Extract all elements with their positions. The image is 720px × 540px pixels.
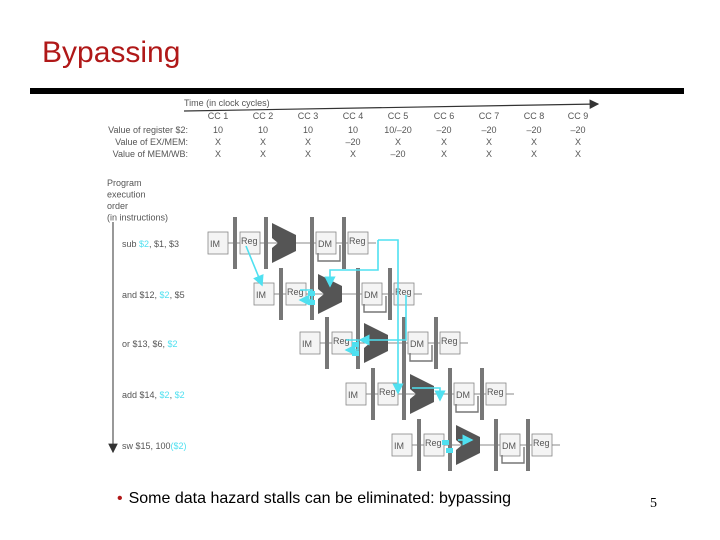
value-cell: –20 <box>481 125 497 135</box>
instruction-label <box>122 339 178 349</box>
register-highlight: $2 <box>174 390 185 400</box>
id-ex-register <box>402 368 406 420</box>
im-label: IM <box>394 441 404 451</box>
reg-label: Reg <box>287 287 304 297</box>
forward-tap <box>308 291 315 296</box>
pipeline-row <box>208 217 376 269</box>
ex-mem-register <box>356 268 360 320</box>
register-highlight: $2 <box>167 339 178 349</box>
dm-label: DM <box>410 339 424 349</box>
value-cell: 10 <box>257 125 269 135</box>
cycle-header: CC 9 <box>567 111 589 121</box>
bullet-point <box>117 490 511 508</box>
pipeline-row <box>346 368 514 420</box>
bullet-text: Some data hazard stalls can be eliminated: bypassing <box>128 490 512 507</box>
im-label: IM <box>302 339 312 349</box>
cycle-header: CC 1 <box>207 111 229 121</box>
cycle-header: CC 7 <box>478 111 500 121</box>
page-number: 5 <box>650 496 657 511</box>
cycle-header: CC 6 <box>433 111 455 121</box>
ex-mem-register <box>494 419 498 471</box>
value-cell: X <box>440 137 448 147</box>
if-id-register <box>325 317 329 369</box>
value-cell: –20 <box>570 125 586 135</box>
instruction-text: add $14, <box>122 390 160 400</box>
value-cell: 10 <box>212 125 224 135</box>
program-order-label: order <box>107 201 129 211</box>
id-ex-register <box>264 217 268 269</box>
forward-tap <box>352 351 359 356</box>
instruction-text: sw $15, 100 <box>122 441 171 451</box>
forward-tap <box>442 440 449 445</box>
value-row-label: Value of EX/MEM: <box>115 137 188 147</box>
value-cell: –20 <box>526 125 542 135</box>
instruction-text: , $5 <box>169 290 185 300</box>
value-cell: –20 <box>345 137 361 147</box>
bullet-dot: • <box>117 490 123 507</box>
value-cell: X <box>530 149 538 159</box>
value-cell: X <box>214 137 222 147</box>
mem-wb-register <box>434 317 438 369</box>
if-id-register <box>417 419 421 471</box>
instruction-text: and $12, <box>122 290 160 300</box>
reg-label: Reg <box>487 387 504 397</box>
time-axis-label: Time (in clock cycles) <box>184 98 270 108</box>
dm-label: DM <box>318 239 332 249</box>
program-order-label: execution <box>107 189 146 200</box>
forward-tap <box>352 342 359 347</box>
value-cell: X <box>214 149 222 159</box>
reg-label: Reg <box>441 336 458 346</box>
value-cell: X <box>440 149 448 159</box>
reg-label: Reg <box>395 287 412 297</box>
instruction-label <box>122 239 179 249</box>
reg-label: Reg <box>379 387 396 397</box>
program-order-label: (in instructions) <box>107 212 169 223</box>
value-cell: 10 <box>302 125 314 135</box>
instruction-text: sub <box>122 239 140 249</box>
if-id-register <box>279 268 283 320</box>
if-id-register <box>371 368 375 420</box>
dm-label: DM <box>456 390 470 400</box>
value-cell: X <box>530 137 538 147</box>
value-row-label: Value of MEM/WB: <box>112 149 188 159</box>
im-label: IM <box>256 290 266 300</box>
instruction-label <box>122 441 187 451</box>
im-label: IM <box>348 390 358 400</box>
mem-wb-register <box>388 268 392 320</box>
value-cell: 10 <box>347 125 359 135</box>
pipeline-row <box>254 268 422 320</box>
ex-mem-register <box>448 368 452 420</box>
instruction-text: , $1, $3 <box>149 239 180 249</box>
program-order-label: Program <box>107 178 142 188</box>
instruction-label <box>122 290 185 300</box>
cycle-header: CC 3 <box>297 111 319 121</box>
value-cell: –20 <box>436 125 452 135</box>
instruction-text: , <box>169 390 175 400</box>
value-row-label: Value of register $2: <box>108 125 188 135</box>
value-cell: X <box>574 149 582 159</box>
slide-title: Bypassing <box>42 36 181 69</box>
cycle-header: CC 4 <box>342 111 364 121</box>
value-cell: X <box>485 149 493 159</box>
value-cell: X <box>394 137 402 147</box>
cycle-header: CC 2 <box>252 111 274 121</box>
value-cell: X <box>574 137 582 147</box>
reg-label: Reg <box>333 336 350 346</box>
ex-mem-register <box>310 217 314 269</box>
register-highlight: $2 <box>159 390 170 400</box>
reg-label: Reg <box>241 236 258 246</box>
mem-wb-register <box>480 368 484 420</box>
cycle-header: CC 8 <box>523 111 545 121</box>
value-cell: 10/–20 <box>384 125 412 135</box>
value-cell: X <box>304 137 312 147</box>
instruction-label <box>122 390 185 400</box>
mem-wb-register <box>526 419 530 471</box>
register-highlight: ($2) <box>170 441 187 451</box>
if-id-register <box>233 217 237 269</box>
value-cell: X <box>259 149 267 159</box>
value-cell: –20 <box>390 149 406 159</box>
dm-label: DM <box>502 441 516 451</box>
pipeline-row <box>392 419 560 471</box>
reg-label: Reg <box>425 438 442 448</box>
register-highlight: $2 <box>139 239 150 249</box>
reg-label: Reg <box>533 438 550 448</box>
pipeline-row <box>300 317 468 369</box>
forward-tap <box>446 448 453 453</box>
value-cell: X <box>259 137 267 147</box>
cycle-header: CC 5 <box>387 111 409 121</box>
value-cell: X <box>349 149 357 159</box>
mem-wb-register <box>342 217 346 269</box>
forward-tap <box>308 300 315 305</box>
dm-label: DM <box>364 290 378 300</box>
value-cell: X <box>485 137 493 147</box>
register-highlight: $2 <box>159 290 170 300</box>
instruction-text: or $13, $6, <box>122 339 168 349</box>
im-label: IM <box>210 239 220 249</box>
value-cell: X <box>304 149 312 159</box>
reg-label: Reg <box>349 236 366 246</box>
